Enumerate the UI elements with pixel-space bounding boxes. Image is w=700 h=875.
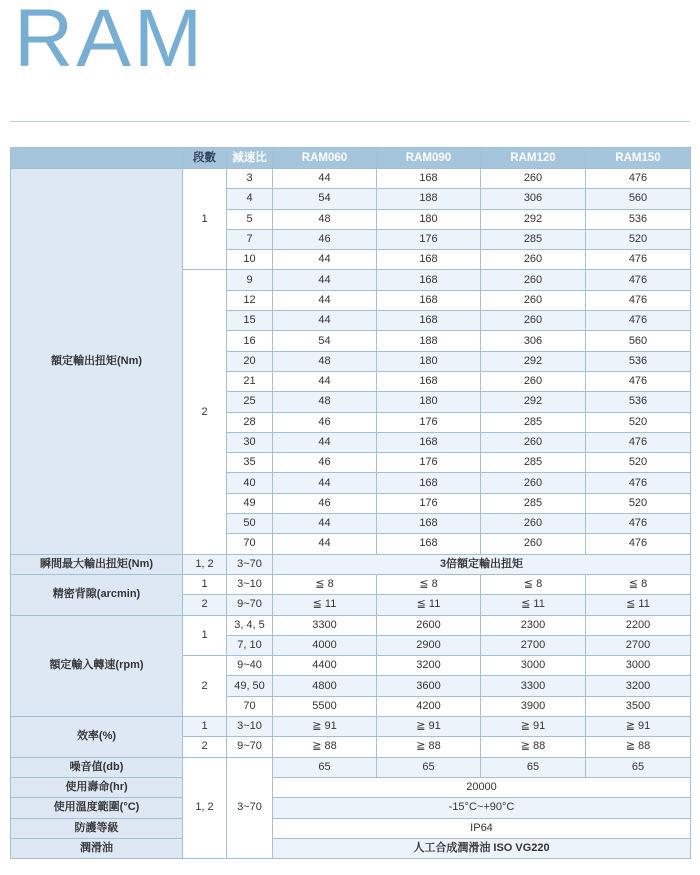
value-cell: 65: [586, 757, 691, 777]
value-cell: ≧ 88: [273, 737, 377, 757]
value-cell: 292: [481, 351, 586, 371]
stage-cell: 2: [183, 737, 227, 757]
header-model: RAM090: [377, 148, 481, 169]
stage-cell: 1, 2: [183, 554, 227, 574]
row-label-protection: 防護等級: [11, 818, 183, 838]
value-cell: 168: [377, 534, 481, 554]
value-cell: 476: [586, 290, 691, 310]
value-cell: 536: [586, 392, 691, 412]
value-cell: 476: [586, 514, 691, 534]
value-cell: 476: [586, 371, 691, 391]
stage-cell: 1: [183, 169, 227, 270]
ratio-cell: 70: [227, 534, 273, 554]
stage-cell: 1: [183, 615, 227, 656]
table-row: [11, 818, 691, 838]
value-cell: 260: [481, 534, 586, 554]
value-cell: -15°C~+90°C: [273, 798, 691, 818]
value-cell: 176: [377, 453, 481, 473]
value-cell: 44: [273, 514, 377, 534]
title-divider: [10, 121, 690, 122]
value-cell: 65: [273, 757, 377, 777]
value-cell: 168: [377, 311, 481, 331]
table-header-row: [11, 148, 691, 169]
ratio-cell: 9~70: [227, 595, 273, 615]
ratio-cell: 21: [227, 371, 273, 391]
value-cell: 44: [273, 290, 377, 310]
ratio-cell: 28: [227, 412, 273, 432]
row-label-backlash: 精密背隙(arcmin): [11, 574, 183, 615]
value-cell: 3倍額定輸出扭矩: [273, 554, 691, 574]
table-row: [11, 615, 691, 635]
value-cell: 2700: [481, 635, 586, 655]
value-cell: 520: [586, 453, 691, 473]
value-cell: 260: [481, 371, 586, 391]
ratio-cell: 50: [227, 514, 273, 534]
value-cell: 260: [481, 311, 586, 331]
value-cell: 188: [377, 189, 481, 209]
ratio-cell: 9: [227, 270, 273, 290]
ratio-cell: 49: [227, 493, 273, 513]
value-cell: 260: [481, 514, 586, 534]
value-cell: 520: [586, 229, 691, 249]
value-cell: 180: [377, 351, 481, 371]
value-cell: 306: [481, 189, 586, 209]
value-cell: ≦ 11: [586, 595, 691, 615]
ratio-cell: 15: [227, 311, 273, 331]
ratio-cell: 9~40: [227, 656, 273, 676]
value-cell: 176: [377, 493, 481, 513]
value-cell: ≧ 91: [377, 717, 481, 737]
row-label-efficiency: 效率(%): [11, 717, 183, 758]
value-cell: 168: [377, 290, 481, 310]
value-cell: 3300: [481, 676, 586, 696]
value-cell: 260: [481, 290, 586, 310]
stage-cell: 2: [183, 270, 227, 554]
value-cell: 人工合成潤滑油 ISO VG220: [273, 838, 691, 858]
ratio-cell: 3: [227, 169, 273, 189]
value-cell: 44: [273, 169, 377, 189]
ratio-cell: 40: [227, 473, 273, 493]
value-cell: 54: [273, 331, 377, 351]
value-cell: 168: [377, 371, 481, 391]
header-model: RAM060: [273, 148, 377, 169]
value-cell: ≦ 11: [481, 595, 586, 615]
ratio-cell: 10: [227, 250, 273, 270]
value-cell: 260: [481, 250, 586, 270]
value-cell: 168: [377, 169, 481, 189]
spec-table: [10, 147, 691, 859]
value-cell: 3300: [273, 615, 377, 635]
value-cell: 476: [586, 311, 691, 331]
ratio-cell: 70: [227, 696, 273, 716]
stage-cell: 1: [183, 717, 227, 737]
value-cell: 2700: [586, 635, 691, 655]
value-cell: 3000: [586, 656, 691, 676]
value-cell: 168: [377, 270, 481, 290]
row-label-temperature: 使用溫度範圍(°C): [11, 798, 183, 818]
value-cell: ≧ 91: [481, 717, 586, 737]
stage-cell: 2: [183, 595, 227, 615]
table-row: [11, 798, 691, 818]
ratio-cell: 3~10: [227, 574, 273, 594]
table-row: [11, 838, 691, 858]
value-cell: 3600: [377, 676, 481, 696]
value-cell: 5500: [273, 696, 377, 716]
value-cell: 65: [377, 757, 481, 777]
value-cell: ≧ 88: [586, 737, 691, 757]
value-cell: ≦ 8: [586, 574, 691, 594]
value-cell: 476: [586, 270, 691, 290]
value-cell: 176: [377, 412, 481, 432]
value-cell: 560: [586, 189, 691, 209]
header-stage: 段數: [183, 148, 227, 169]
value-cell: 2300: [481, 615, 586, 635]
stage-cell: 1: [183, 574, 227, 594]
value-cell: 46: [273, 412, 377, 432]
value-cell: 560: [586, 331, 691, 351]
page-title: RAM: [14, 0, 206, 84]
ratio-cell: 3~70: [227, 757, 273, 858]
value-cell: 260: [481, 169, 586, 189]
header-model: RAM120: [481, 148, 586, 169]
table-row: [11, 574, 691, 594]
table-row: [11, 757, 691, 777]
value-cell: 292: [481, 392, 586, 412]
value-cell: 4800: [273, 676, 377, 696]
table-row: [11, 777, 691, 797]
value-cell: 176: [377, 229, 481, 249]
row-label-rated-torque: 額定輸出扭矩(Nm): [11, 169, 183, 555]
value-cell: 168: [377, 250, 481, 270]
value-cell: ≦ 8: [273, 574, 377, 594]
value-cell: 3900: [481, 696, 586, 716]
value-cell: ≧ 91: [586, 717, 691, 737]
value-cell: 285: [481, 453, 586, 473]
value-cell: ≧ 88: [377, 737, 481, 757]
value-cell: 48: [273, 392, 377, 412]
value-cell: 168: [377, 432, 481, 452]
ratio-cell: 3~70: [227, 554, 273, 574]
value-cell: 2900: [377, 635, 481, 655]
value-cell: 46: [273, 453, 377, 473]
value-cell: ≧ 88: [481, 737, 586, 757]
value-cell: 476: [586, 534, 691, 554]
ratio-cell: 7, 10: [227, 635, 273, 655]
ratio-cell: 16: [227, 331, 273, 351]
value-cell: 44: [273, 473, 377, 493]
ratio-cell: 7: [227, 229, 273, 249]
value-cell: 44: [273, 270, 377, 290]
row-label-service-life: 使用壽命(hr): [11, 777, 183, 797]
value-cell: 48: [273, 351, 377, 371]
value-cell: ≦ 8: [481, 574, 586, 594]
value-cell: 44: [273, 534, 377, 554]
value-cell: ≦ 11: [273, 595, 377, 615]
value-cell: 260: [481, 473, 586, 493]
value-cell: 180: [377, 209, 481, 229]
value-cell: 3000: [481, 656, 586, 676]
value-cell: 2200: [586, 615, 691, 635]
value-cell: 168: [377, 514, 481, 534]
table-row: [11, 717, 691, 737]
value-cell: 260: [481, 432, 586, 452]
value-cell: 285: [481, 412, 586, 432]
value-cell: 180: [377, 392, 481, 412]
value-cell: 54: [273, 189, 377, 209]
row-label-noise: 噪音值(db): [11, 757, 183, 777]
value-cell: 536: [586, 351, 691, 371]
value-cell: 520: [586, 412, 691, 432]
value-cell: 44: [273, 311, 377, 331]
value-cell: 3200: [586, 676, 691, 696]
ratio-cell: 25: [227, 392, 273, 412]
value-cell: 3500: [586, 696, 691, 716]
value-cell: 44: [273, 250, 377, 270]
value-cell: ≦ 11: [377, 595, 481, 615]
value-cell: 520: [586, 493, 691, 513]
value-cell: 476: [586, 250, 691, 270]
ratio-cell: 4: [227, 189, 273, 209]
ratio-cell: 9~70: [227, 737, 273, 757]
value-cell: 44: [273, 371, 377, 391]
value-cell: 2600: [377, 615, 481, 635]
value-cell: 3200: [377, 656, 481, 676]
value-cell: 4200: [377, 696, 481, 716]
ratio-cell: 49, 50: [227, 676, 273, 696]
value-cell: 476: [586, 432, 691, 452]
ratio-cell: 5: [227, 209, 273, 229]
ratio-cell: 20: [227, 351, 273, 371]
header-model: RAM150: [586, 148, 691, 169]
value-cell: 292: [481, 209, 586, 229]
value-cell: 536: [586, 209, 691, 229]
value-cell: 4400: [273, 656, 377, 676]
row-label-input-speed: 額定輸入轉速(rpm): [11, 615, 183, 716]
value-cell: ≦ 8: [377, 574, 481, 594]
value-cell: 46: [273, 229, 377, 249]
ratio-cell: 12: [227, 290, 273, 310]
value-cell: 285: [481, 229, 586, 249]
value-cell: 285: [481, 493, 586, 513]
value-cell: 4000: [273, 635, 377, 655]
header-ratio: 減速比: [227, 148, 273, 169]
ratio-cell: 3~10: [227, 717, 273, 737]
value-cell: 20000: [273, 777, 691, 797]
stage-cell: 2: [183, 656, 227, 717]
value-cell: 46: [273, 493, 377, 513]
value-cell: 188: [377, 331, 481, 351]
value-cell: IP64: [273, 818, 691, 838]
value-cell: 48: [273, 209, 377, 229]
value-cell: 168: [377, 473, 481, 493]
value-cell: 476: [586, 473, 691, 493]
row-label-peak-torque: 瞬間最大輸出扭矩(Nm): [11, 554, 183, 574]
value-cell: 65: [481, 757, 586, 777]
stage-cell: 1, 2: [183, 757, 227, 858]
value-cell: 44: [273, 432, 377, 452]
value-cell: 306: [481, 331, 586, 351]
ratio-cell: 35: [227, 453, 273, 473]
value-cell: 476: [586, 169, 691, 189]
value-cell: 260: [481, 270, 586, 290]
header-blank: [11, 148, 183, 169]
row-label-lubricant: 潤滑油: [11, 838, 183, 858]
table-row: [11, 554, 691, 574]
ratio-cell: 3, 4, 5: [227, 615, 273, 635]
ratio-cell: 30: [227, 432, 273, 452]
value-cell: ≧ 91: [273, 717, 377, 737]
table-row: [11, 169, 691, 189]
